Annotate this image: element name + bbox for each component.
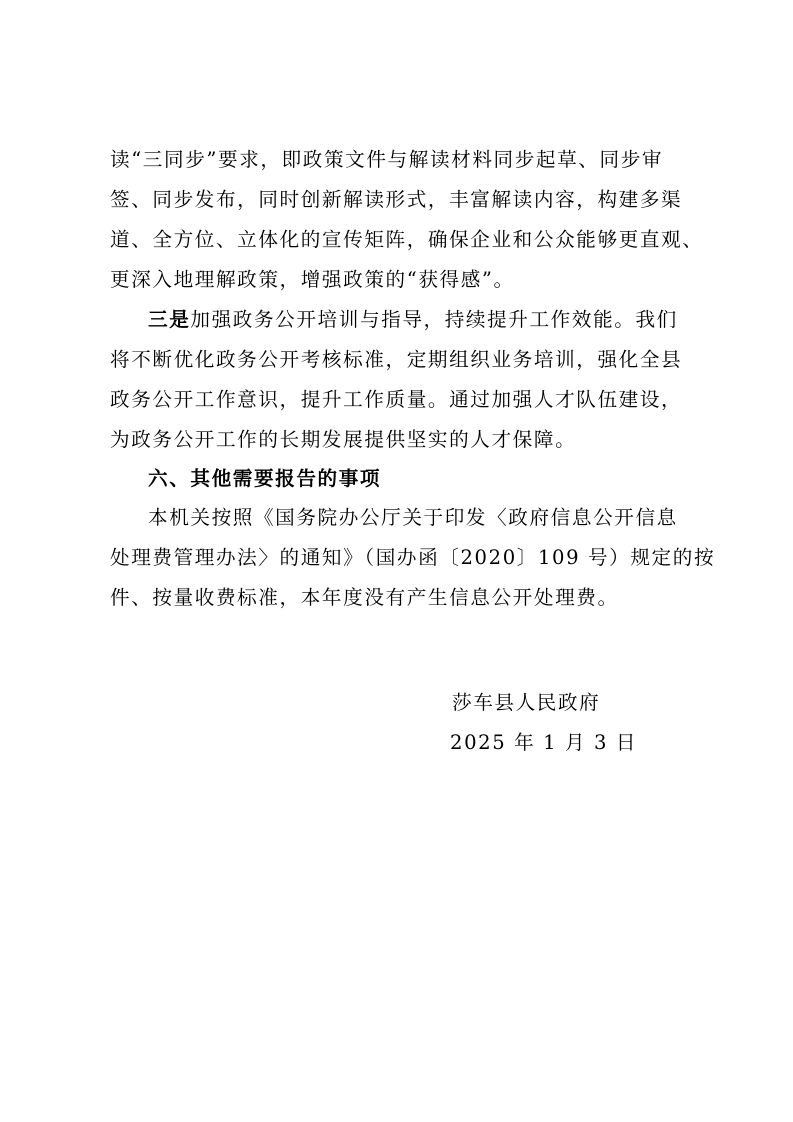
- section6-heading: 六、其他需要报告的事项: [148, 467, 382, 490]
- paragraph2-first-line-text: 加强政务公开培训与指导，持续提升工作效能。我们: [190, 308, 678, 331]
- signature-date: 2025 年 1 月 3 日: [450, 731, 638, 754]
- paragraph2-line-3: 政务公开工作意识，提升工作质量。通过加强人才队伍建设，: [110, 388, 683, 411]
- paragraph2-line-4: 为政务公开工作的长期发展提供坚实的人才保障。: [110, 428, 577, 451]
- paragraph2-line-2: 将不断优化政务公开考核标准，定期组织业务培训，强化全县: [110, 348, 683, 371]
- signature-org: 莎车县人民政府: [452, 691, 601, 714]
- paragraph1-line-4: 更深入地理解政策，增强政策的“获得感”。: [110, 268, 515, 291]
- paragraph1-line-3: 道、全方位、立体化的宣传矩阵，确保企业和公众能够更直观、: [110, 228, 704, 251]
- paragraph2-line-1: [148, 303, 690, 337]
- section6-line-3: 件、按量收费标准，本年度没有产生信息公开处理费。: [110, 586, 619, 609]
- section6-line-2: 处理费管理办法〉的通知》（国办函〔2020〕109 号）规定的按: [110, 546, 716, 569]
- paragraph2-lead: 三是: [148, 308, 191, 331]
- paragraph1-line-2: 签、同步发布，同时创新解读形式，丰富解读内容，构建多渠: [110, 188, 683, 211]
- section6-line-1: 本机关按照《国务院办公厅关于印发〈政府信息公开信息: [148, 506, 678, 529]
- paragraph1-line-1: 读“三同步”要求，即政策文件与解读材料同步起草、同步审: [110, 148, 664, 171]
